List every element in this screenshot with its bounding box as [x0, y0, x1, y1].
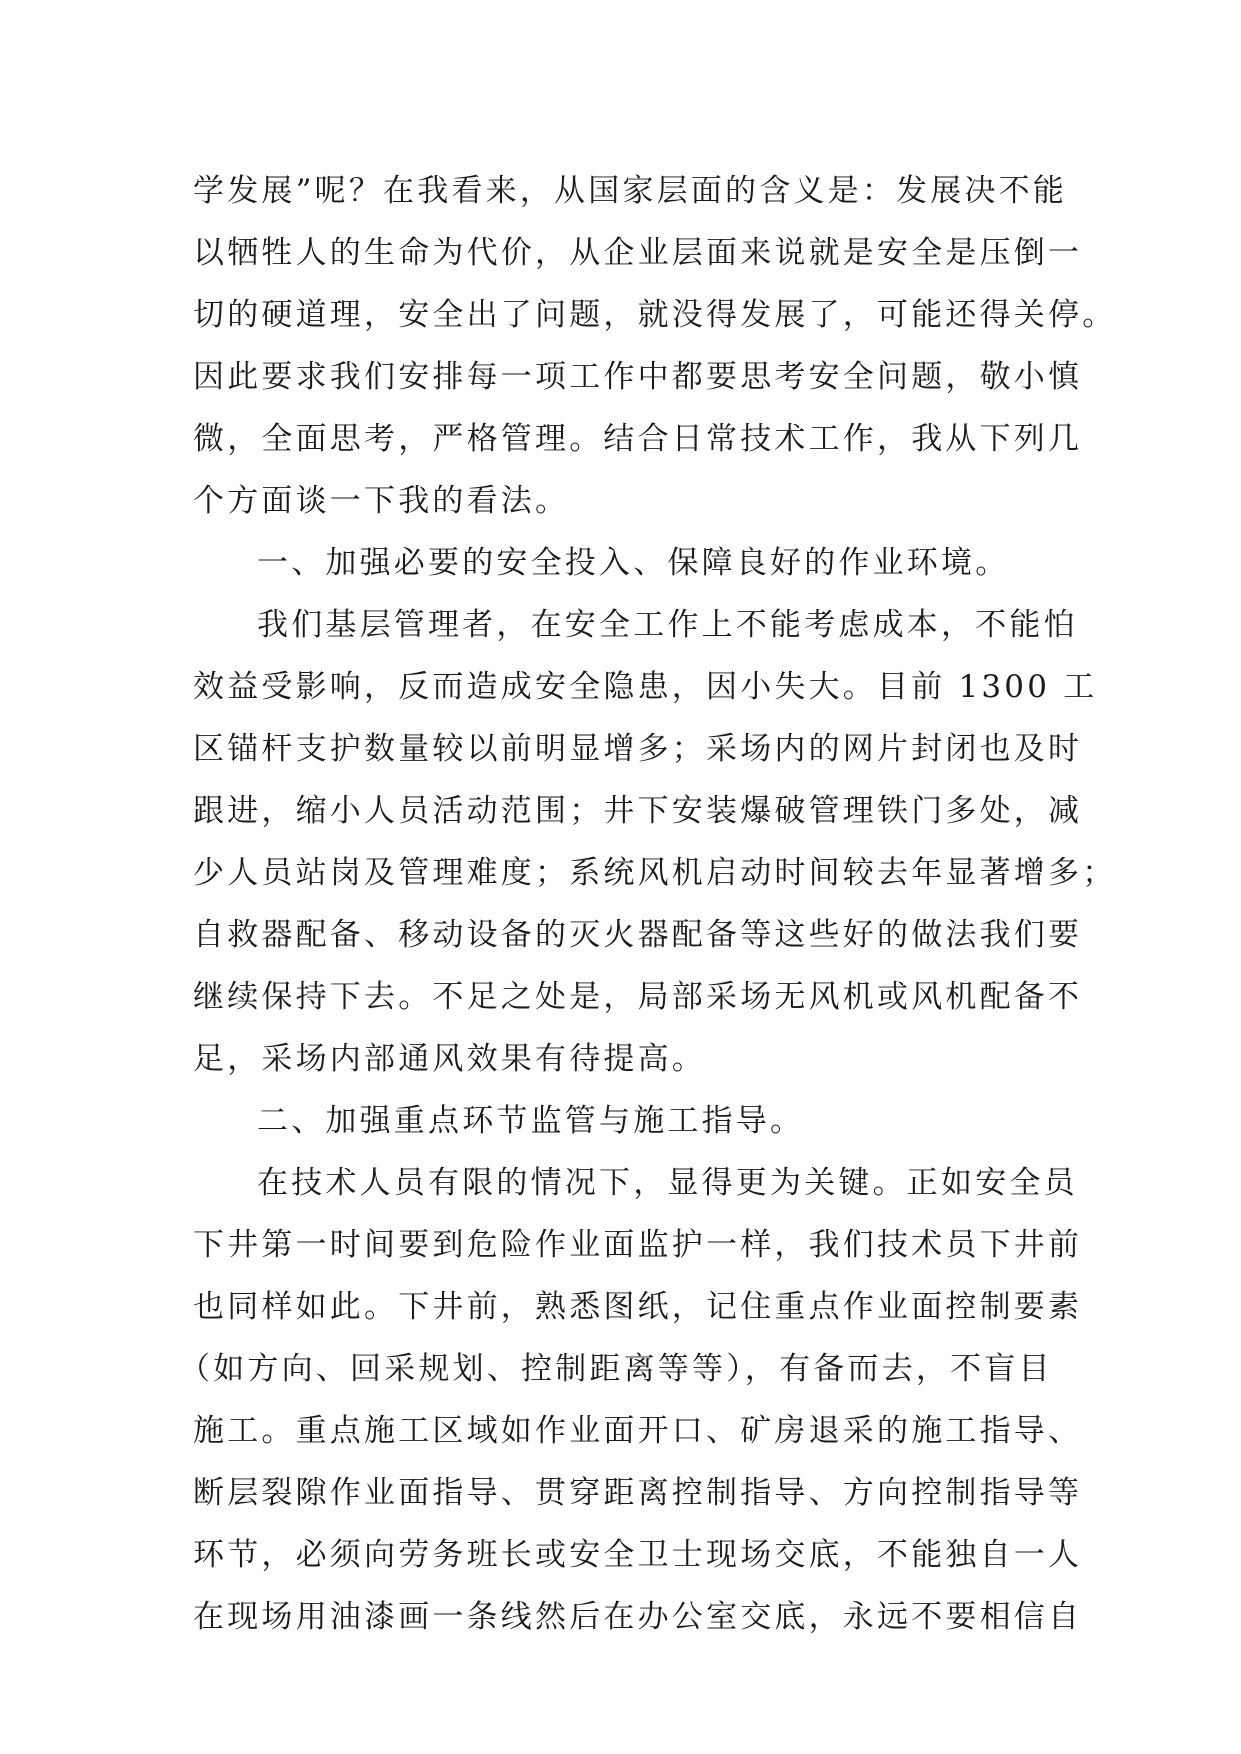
text-line: 下井第一时间要到危险作业面监护一样，我们技术员下井前	[193, 1227, 1083, 1263]
text-line: 区锚杆支护数量较以前明显增多；采场内的网片封闭也及时	[193, 731, 1083, 767]
text-line: 跟进，缩小人员活动范围；井下安装爆破管理铁门多处，减	[193, 793, 1083, 829]
text-line: 切的硬道理，安全出了问题，就没得发展了，可能还得关停。	[193, 297, 1117, 333]
text-line: 足，采场内部通风效果有待提高。	[193, 1041, 706, 1077]
section-heading-1: 一、加强必要的安全投入、保障良好的作业环境。	[257, 545, 1010, 581]
text-line: 因此要求我们安排每一项工作中都要思考安全问题，敬小慎	[193, 359, 1083, 395]
text-line: 少人员站岗及管理难度；系统风机启动时间较去年显著增多；	[193, 855, 1117, 891]
text-line: 以牺牲人的生命为代价，从企业层面来说就是安全是压倒一	[193, 235, 1083, 271]
section-heading-2: 二、加强重点环节监管与施工指导。	[257, 1103, 805, 1139]
text-line: 个方面谈一下我的看法。	[193, 483, 570, 519]
paragraph-start: 在技术人员有限的情况下，显得更为关键。正如安全员	[257, 1165, 1078, 1201]
text-line: 在现场用油漆画一条线然后在办公室交底，永远不要相信自	[193, 1599, 1083, 1635]
text-line: 继续保持下去。不足之处是，局部采场无风机或风机配备不	[193, 979, 1083, 1015]
paragraph-start: 我们基层管理者，在安全工作上不能考虑成本，不能怕	[257, 607, 1078, 643]
text-line: 环节，必须向劳务班长或安全卫士现场交底，不能独自一人	[193, 1537, 1083, 1573]
text-line: 自救器配备、移动设备的灭火器配备等这些好的做法我们要	[193, 917, 1083, 953]
text-line: 施工。重点施工区域如作业面开口、矿房退采的施工指导、	[193, 1413, 1083, 1449]
text-line: 也同样如此。下井前，熟悉图纸，记住重点作业面控制要素	[193, 1289, 1083, 1325]
text-line: （如方向、回采规划、控制距离等等），有备而去，不盲目	[179, 1351, 1053, 1387]
text-line: 微，全面思考，严格管理。结合日常技术工作，我从下列几	[193, 421, 1083, 457]
text-line: 效益受影响，反而造成安全隐患，因小失大。目前 1300 工	[193, 669, 1098, 705]
body-text	[179, 160, 1117, 1648]
text-line: 断层裂隙作业面指导、贯穿距离控制指导、方向控制指导等	[193, 1475, 1083, 1511]
text-line: 学发展”呢？在我看来，从国家层面的含义是：发展决不能	[193, 173, 1068, 209]
